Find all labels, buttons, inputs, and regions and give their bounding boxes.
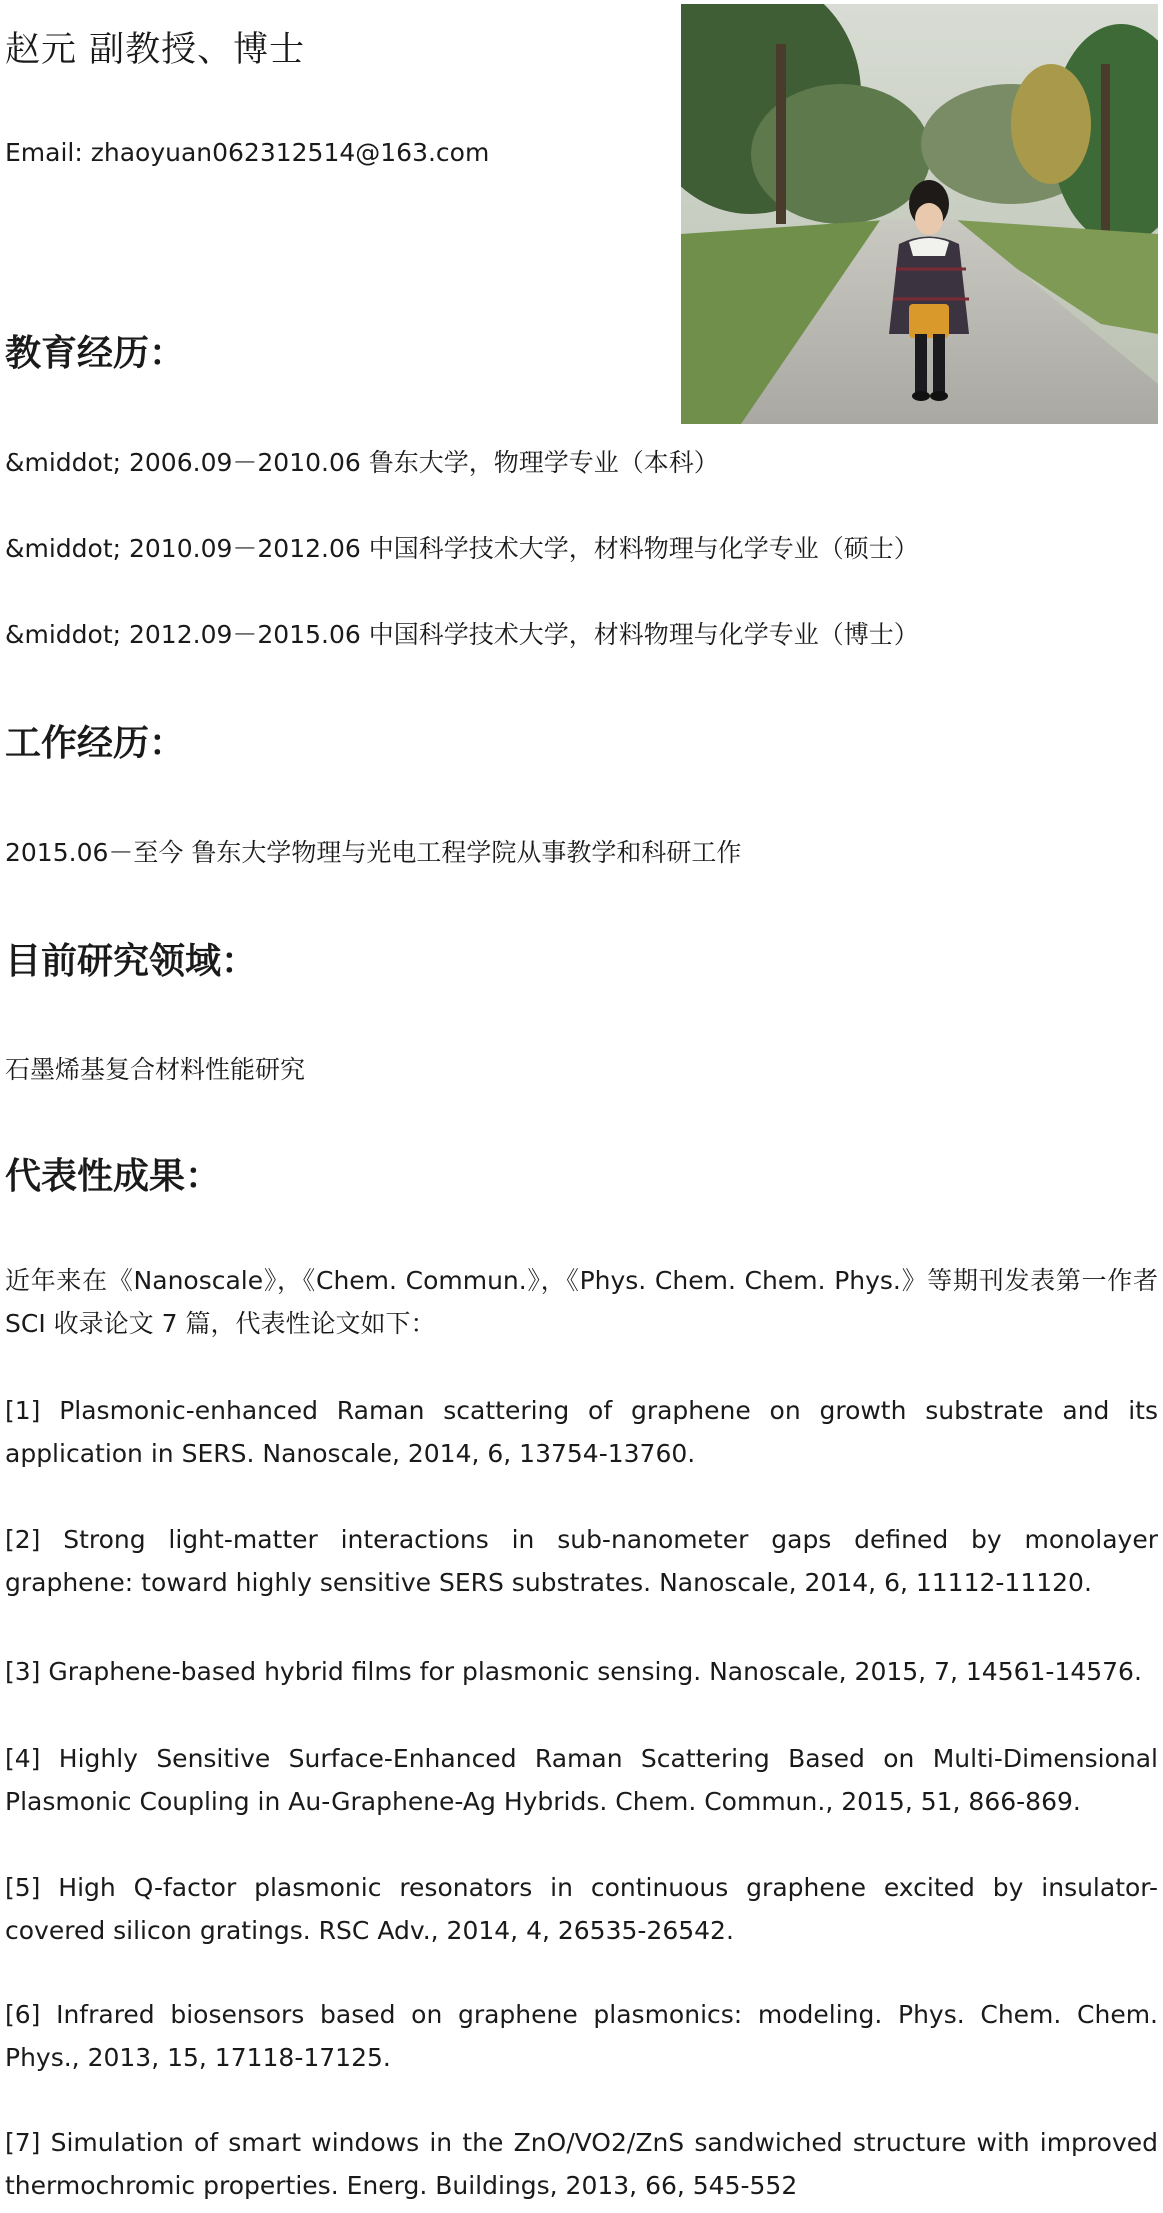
work-item-1: 2015.06－至今 鲁东大学物理与光电工程学院从事教学和科研工作 bbox=[5, 838, 742, 867]
portrait-photo bbox=[681, 4, 1158, 424]
work-heading: 工作经历： bbox=[5, 722, 186, 764]
paper-1: [1] Plasmonic-enhanced Raman scattering of graphene on growth substrate and its application in SERS. Nanoscale, 2014, 6, 13754-13760. bbox=[5, 1396, 1158, 1468]
achievements-heading: 代表性成果： bbox=[5, 1155, 222, 1197]
email-line: Email: zhaoyuan062312514@163.com bbox=[5, 138, 490, 167]
research-text: 石墨烯基复合材料性能研究 bbox=[5, 1055, 306, 1084]
education-item-2: &middot; 2010.09－2012.06 中国科学技术大学，材料物理与化学专业（硕士） bbox=[5, 534, 919, 563]
education-item-1: &middot; 2006.09－2010.06 鲁东大学，物理学专业（本科） bbox=[5, 448, 719, 477]
achievements-intro: 近年来在《Nanoscale》，《Chem. Commun.》，《Phys. Chem. Chem. Phys.》等期刊发表第一作者 SCI 收录论文 7 篇，代表性论文如下： bbox=[5, 1266, 1158, 1338]
paper-5: [5] High Q-factor plasmonic resonators in continuous graphene excited by insulator-covered silicon gratings. RSC Adv., 2014, 4, 26535-26542. bbox=[5, 1873, 1158, 1945]
name-title: 赵元 副教授、博士 bbox=[5, 30, 306, 70]
research-heading: 目前研究领域： bbox=[5, 940, 258, 982]
education-heading: 教育经历： bbox=[5, 332, 186, 374]
paper-4: [4] Highly Sensitive Surface-Enhanced Raman Scattering Based on Multi-Dimensional Plasmonic Coupling in Au-Graphene-Ag Hybrids. Chem. Commun., 2015, 51, 866-869. bbox=[5, 1744, 1158, 1816]
paper-7: [7] Simulation of smart windows in the ZnO/VO2/ZnS sandwiched structure with improved thermochromic properties. Energ. Buildings, 2013, 66, 545-552 bbox=[5, 2128, 1158, 2200]
education-item-3: &middot; 2012.09－2015.06 中国科学技术大学，材料物理与化学专业（博士） bbox=[5, 620, 919, 649]
paper-6: [6] Infrared biosensors based on graphene plasmonics: modeling. Phys. Chem. Chem. Phys., 2013, 15, 17118-17125. bbox=[5, 2000, 1158, 2072]
paper-2: [2] Strong light-matter interactions in sub-nanometer gaps defined by monolayer graphene: toward highly sensitive SERS substrates. Nanoscale, 2014, 6, 11112-11120. bbox=[5, 1525, 1158, 1597]
paper-3: [3] Graphene-based hybrid films for plasmonic sensing. Nanoscale, 2015, 7, 14561-14576. bbox=[5, 1657, 1142, 1686]
